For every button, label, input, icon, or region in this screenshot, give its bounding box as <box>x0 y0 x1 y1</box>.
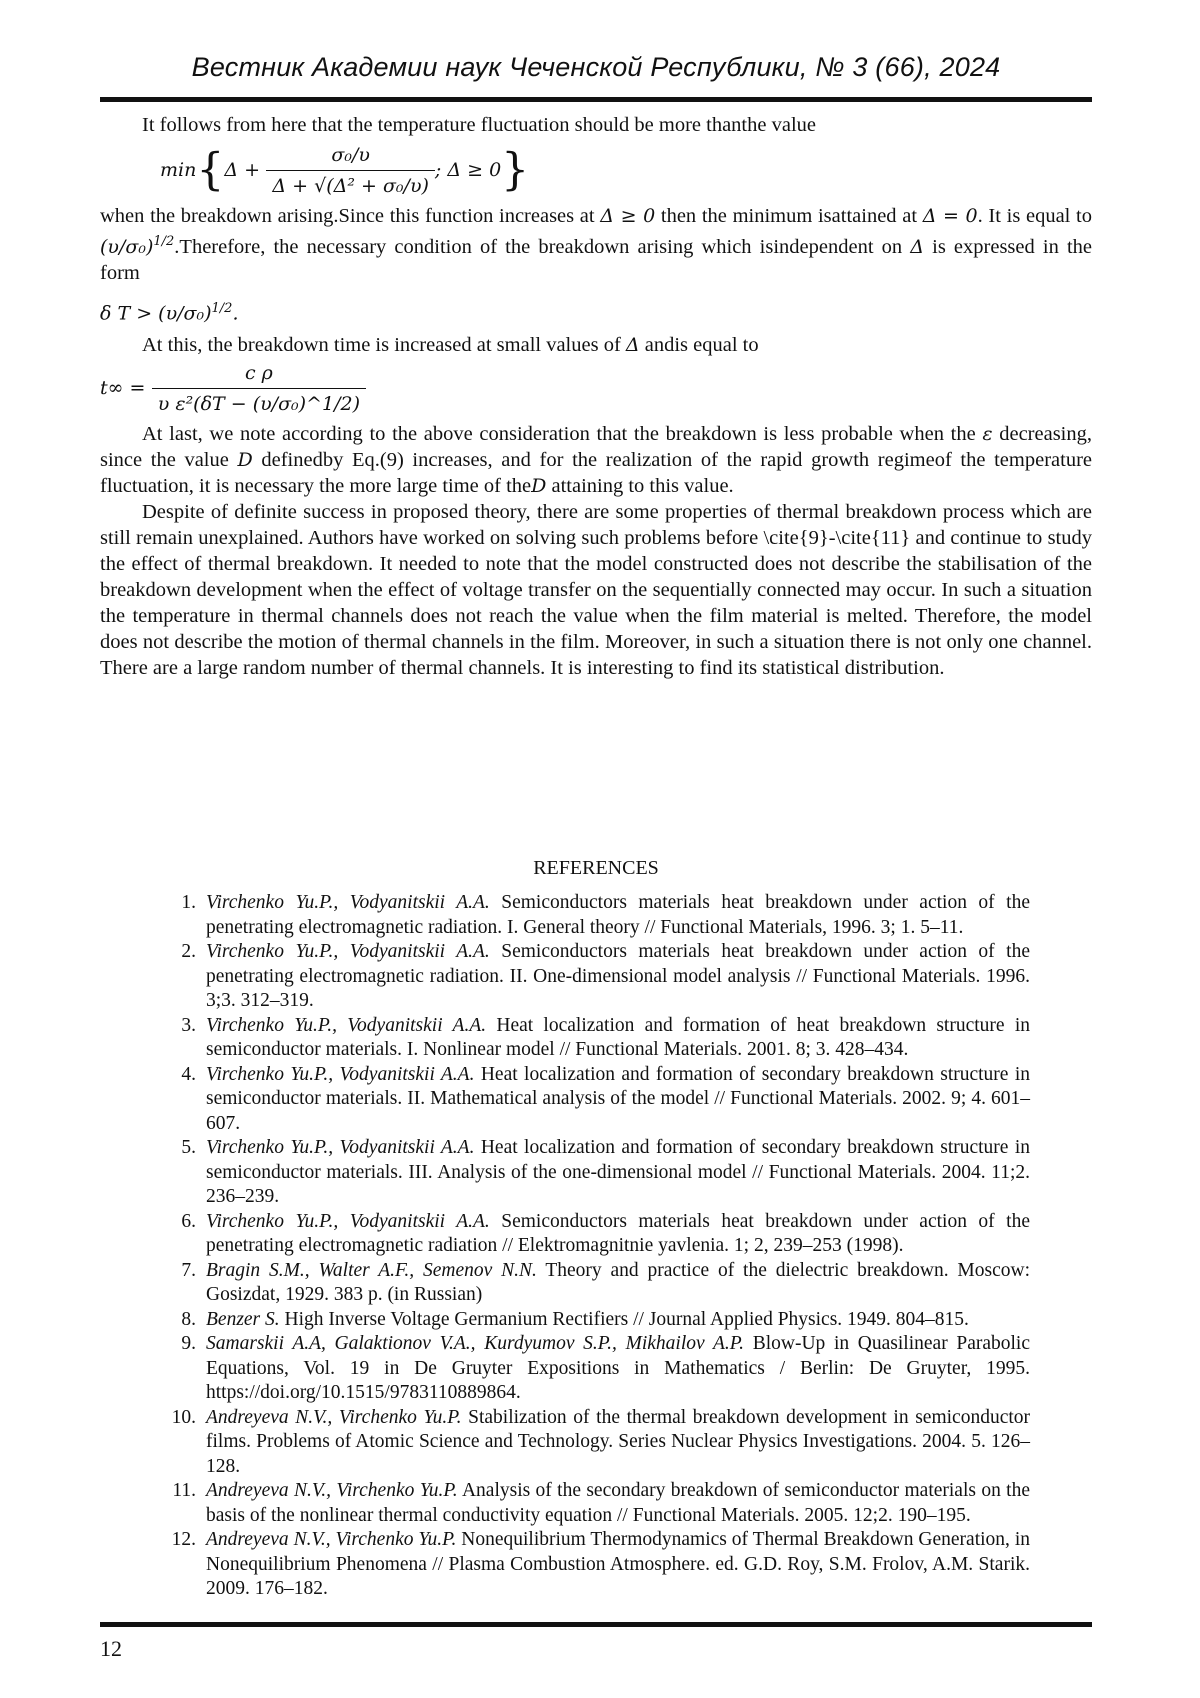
eq3-numerator: c ρ <box>152 360 366 389</box>
p4-math-1: ε <box>982 423 993 446</box>
reference-authors: Andreyeva N.V., Virchenko Yu.P. <box>206 1480 458 1501</box>
p2-text-b: then the minimum isattained at <box>655 205 923 227</box>
reference-title: Analysis of the secondary breakdown of semiconductor materials on the basis of the nonlinear thermal conductivity equation // Functional Materials. 2005. 12;2. 190–195. <box>206 1480 1031 1526</box>
reference-number: 5. <box>181 1137 196 1158</box>
eq2-sup: 1/2 <box>211 300 233 316</box>
reference-authors: Virchenko Yu.P., Vodyanitskii A.A. <box>206 941 490 962</box>
reference-title: Blow-Up in Quasilinear Parabolic Equations, Vol. 19 in De Gruyter Expositions in Mathematics / Berlin: De Gruyter, 1995. https://doi.org/10.1515/9783110889864. <box>206 1333 1030 1403</box>
reference-text <box>206 1479 1030 1528</box>
reference-authors: Virchenko Yu.P., Vodyanitskii A.A. <box>206 1210 490 1232</box>
equation-time <box>100 360 1092 417</box>
p3-text-b: andis equal to <box>639 334 759 357</box>
equation-condition <box>100 296 1092 327</box>
reference-number: 12. <box>171 1529 196 1550</box>
reference-number: 2. <box>181 941 196 962</box>
equation-min <box>160 142 1092 199</box>
reference-authors: Virchenko Yu.P., Vodyanitskii A.A. <box>206 1063 475 1085</box>
reference-item <box>150 1259 1030 1308</box>
reference-number: 4. <box>181 1063 196 1085</box>
reference-authors: Samarskii A.A, Galaktionov V.A., Kurdyumov S.P., Mikhailov A.P. <box>206 1333 745 1354</box>
p4-text-d: attaining to this value. <box>546 475 734 498</box>
eq3-fraction <box>152 360 366 417</box>
reference-number: 6. <box>181 1210 196 1232</box>
reference-item <box>150 940 1030 1014</box>
p2-text-e: is expressed in the form <box>100 235 1092 284</box>
reference-item <box>150 1406 1030 1480</box>
reference-item <box>150 1210 1030 1259</box>
article-body <box>100 112 1092 681</box>
paragraph-1: It follows from here that the temperature fluctuation should be more thanthe value <box>142 114 816 136</box>
reference-text <box>206 940 1030 1014</box>
p3-text-a: At this, the breakdown time is increased at small values of <box>142 334 626 357</box>
reference-title: Theory and practice of the dielectric breakdown. Moscow: Gosizdat, 1929. 383 p. (in Russian) <box>206 1259 1030 1305</box>
p2-text-d: .Therefore, the necessary condition of the breakdown arising which isindependent on <box>174 235 911 258</box>
p4-math-3: D <box>531 475 547 498</box>
paragraph-5: Despite of definite success in proposed theory, there are some properties of thermal breakdown process which are still remain unexplained. Authors have worked on solving such problems before \cite{9}-\cite{11} and continue to study the effect of thermal breakdown. It needed to note that the model constructed does not describe the stabilisation of the breakdown development when the effect of voltage transfer on the sequentially connected may occur. In such a situation the temperature in thermal channels does not reach the value when the film material is melted. Therefore, the model does not describe the motion of thermal channels in the film. Moreover, in such a situation there is not only one channel. There are a large random number of thermal channels. It is interesting to find its statistical distribution. <box>100 501 1092 680</box>
reference-text <box>206 1136 1030 1210</box>
reference-item <box>150 1528 1030 1602</box>
references-title: REFERENCES <box>533 857 659 879</box>
p2-sup: 1/2 <box>153 234 175 249</box>
paragraph-3 <box>100 332 1092 358</box>
reference-title: Semiconductors materials heat breakdown under action of the penetrating electromagnetic radiation // Elektromagnitnie yavlenia. 1; 2, 239–253 (1998). <box>206 1210 1030 1256</box>
p2-text-a: when the breakdown arising.Since this function increases at <box>100 205 601 227</box>
footer-rule <box>100 1622 1092 1627</box>
eq1-denominator: Δ + √(Δ² + σ₀/υ) <box>272 175 429 197</box>
reference-authors: Virchenko Yu.P., Vodyanitskii A.A. <box>206 1137 475 1158</box>
reference-item <box>150 1332 1030 1406</box>
reference-item <box>150 1479 1030 1528</box>
reference-number: 1. <box>181 892 196 913</box>
reference-number: 10. <box>171 1406 196 1428</box>
reference-text <box>206 891 1030 940</box>
reference-text <box>206 1308 1030 1333</box>
eq2-end: . <box>232 302 239 325</box>
paragraph-4 <box>100 421 1092 499</box>
reference-number: 11. <box>172 1480 196 1501</box>
p4-math-2: D <box>237 449 253 472</box>
p2-text-c: . It is equal to <box>977 205 1093 227</box>
reference-number: 7. <box>181 1259 196 1281</box>
reference-item <box>150 1063 1030 1137</box>
eq3-denominator: υ ε²(δT − (υ/σ₀)^1/2) <box>157 393 360 416</box>
reference-item <box>150 1308 1030 1333</box>
reference-text <box>206 1063 1030 1137</box>
reference-authors: Virchenko Yu.P., Vodyanitskii A.A. <box>206 892 490 913</box>
reference-text <box>206 1014 1030 1063</box>
eq1-lhs: Δ + <box>224 159 261 181</box>
p2-math-4: Δ <box>910 235 925 258</box>
reference-item <box>150 1014 1030 1063</box>
p2-math-1: Δ ≥ 0 <box>600 205 656 227</box>
reference-text <box>206 1332 1030 1406</box>
eq1-min: min <box>160 159 197 181</box>
reference-title: Semiconductors materials heat breakdown under action of the penetrating electromagnetic radiation. I. General theory // Functional Materials, 1996. 3; 1. 5–11. <box>206 892 1030 938</box>
reference-text <box>206 1406 1030 1480</box>
reference-number: 8. <box>181 1308 196 1330</box>
eq1-condition: ; Δ ≥ 0 <box>434 159 502 181</box>
reference-title: Heat localization and formation of heat breakdown structure in semiconductor materials. I. Nonlinear model // Functional Materials. 2001. 8; 3. 428–434. <box>206 1014 1030 1060</box>
journal-header: Вестник Академии наук Чеченской Республики, № 3 (66), 2024 <box>191 52 1001 82</box>
reference-authors: Bragin S.M., Walter A.F., Semenov N.N. <box>206 1259 537 1281</box>
reference-title: Stabilization of the thermal breakdown development in semiconductor films. Problems of Atomic Science and Technology. Series Nuclear Physics Investigations. 2004. 5. 126–128. <box>206 1406 1031 1477</box>
eq2-body: δ T > (υ/σ₀) <box>100 302 212 325</box>
p2-math-3: (υ/σ₀) <box>100 235 154 258</box>
p4-text-c: definedby Eq.(9) increases, and for the realization of the rapid growth regimeof the temperature fluctuation, it is necessary the more large time of the <box>100 449 1092 498</box>
p2-math-2: Δ = 0 <box>922 205 978 227</box>
reference-number: 9. <box>181 1333 196 1354</box>
p4-text-b: decreasing, since the value <box>100 423 1092 472</box>
reference-item <box>150 891 1030 940</box>
reference-title: Heat localization and formation of secondary breakdown structure in semiconductor materials. II. Mathematical analysis of the model // Functional Materials. 2002. 9; 4. 601–607. <box>206 1063 1030 1134</box>
eq1-numerator: σ₀/υ <box>266 142 435 171</box>
paragraph-2 <box>100 203 1092 286</box>
header-rule <box>100 97 1092 102</box>
reference-authors: Andreyeva N.V., Virchenko Yu.P. <box>206 1529 457 1550</box>
eq3-lhs: t∞ = <box>100 377 146 400</box>
p4-text-a: At last, we note according to the above consideration that the breakdown is less probable when the <box>142 423 983 446</box>
reference-item <box>150 1136 1030 1210</box>
eq1-left-brace: { <box>196 144 225 196</box>
reference-title: High Inverse Voltage Germanium Rectifiers // Journal Applied Physics. 1949. 804–815. <box>279 1308 969 1330</box>
reference-authors: Benzer S. <box>206 1308 280 1330</box>
reference-text <box>206 1259 1030 1308</box>
eq1-right-brace: } <box>501 144 530 196</box>
reference-authors: Andreyeva N.V., Virchenko Yu.P. <box>206 1406 462 1428</box>
reference-title: Heat localization and formation of secondary breakdown structure in semiconductor materials. III. Analysis of the one-dimensional model // Functional Materials. 2004. 11;2. 236–239. <box>206 1137 1030 1207</box>
reference-title: Semiconductors materials heat breakdown under action of the penetrating electromagnetic radiation. II. One-dimensional model analysis // Functional Materials. 1996. 3;3. 312–319. <box>206 941 1030 1011</box>
reference-number: 3. <box>181 1014 196 1036</box>
page-number: 12 <box>100 1636 122 1661</box>
reference-authors: Virchenko Yu.P., Vodyanitskii A.A. <box>206 1014 487 1036</box>
references-list <box>150 891 1030 1602</box>
reference-title: Nonequilibrium Thermodynamics of Thermal Breakdown Generation, in Nonequilibrium Phenomena // Plasma Combustion Atmosphere. ed. G.D. Roy, S.M. Frolov, A.M. Starik. 2009. 176–182. <box>206 1529 1030 1599</box>
reference-text <box>206 1210 1030 1259</box>
eq1-fraction <box>266 142 435 199</box>
reference-text <box>206 1528 1030 1602</box>
p3-math: Δ <box>625 334 640 357</box>
